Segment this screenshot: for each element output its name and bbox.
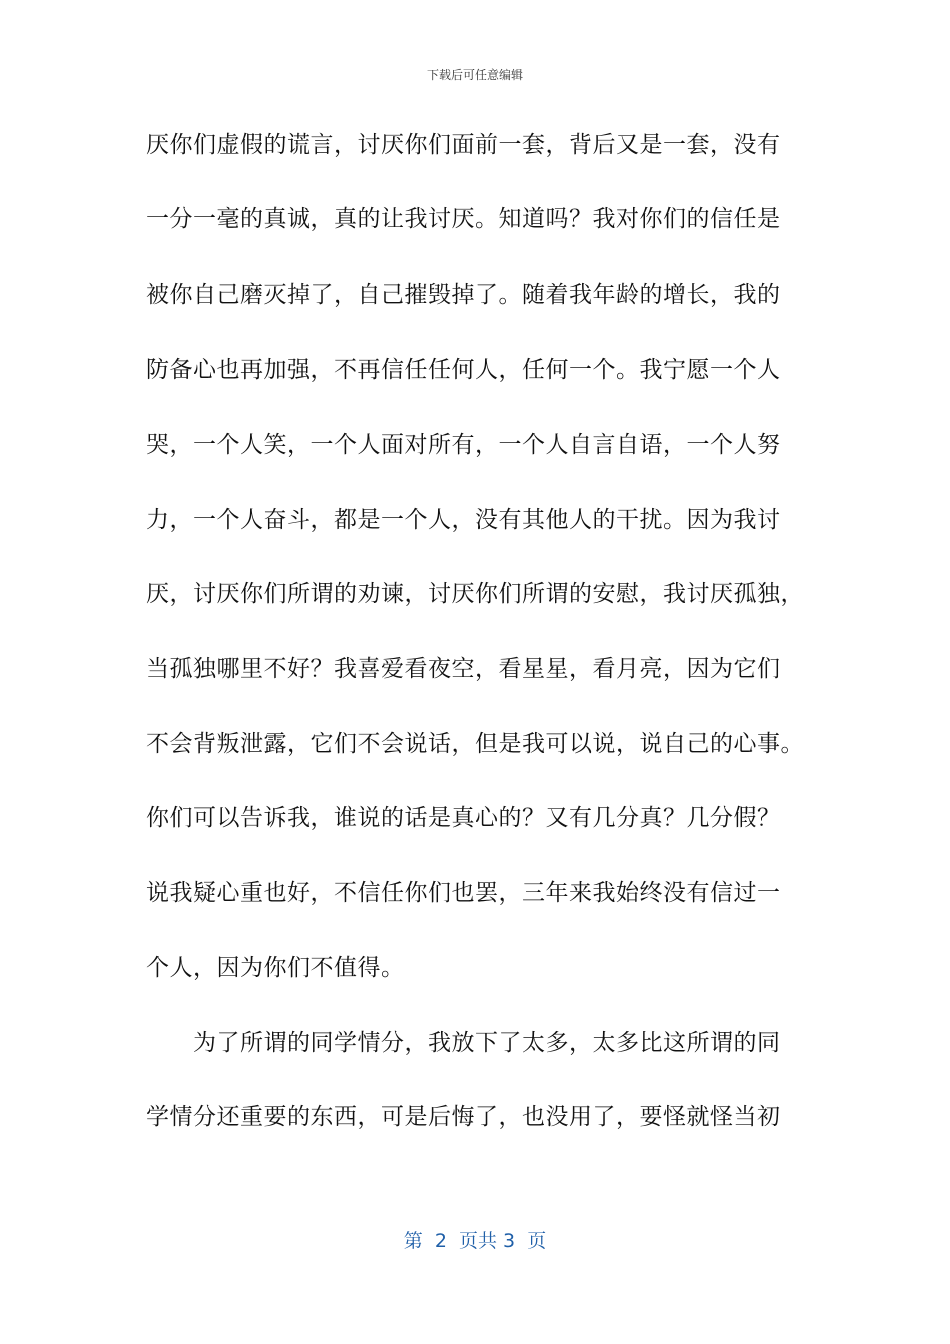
text-line: 个人，因为你们不值得。	[146, 955, 405, 981]
text-line: 一分一毫的真诚，真的让我讨厌。知道吗？我对你们的信任是	[146, 206, 781, 232]
text-line: 力，一个人奋斗，都是一个人，没有其他人的干扰。因为我讨	[146, 507, 781, 533]
page-header: 下载后可任意编辑	[426, 68, 523, 82]
text-line: 哭，一个人笑，一个人面对所有，一个人自言自语，一个人努	[146, 432, 781, 458]
text-line: 厌，讨厌你们所谓的劝谏，讨厌你们所谓的安慰，我讨厌孤独，	[146, 581, 804, 607]
text-line: 当孤独哪里不好？我喜爱看夜空，看星星，看月亮，因为它们	[146, 656, 781, 682]
text-line: 为了所谓的同学情分，我放下了太多，太多比这所谓的同	[146, 1030, 781, 1056]
text-line: 你们可以告诉我，谁说的话是真心的？又有几分真？几分假？	[146, 805, 781, 831]
text-line: 防备心也再加强，不再信任任何人，任何一个。我宁愿一个人	[146, 357, 781, 383]
page-number-footer: 第 2 页共 3 页	[403, 1230, 547, 1252]
text-line: 学情分还重要的东西，可是后悔了，也没用了，要怪就怪当初	[146, 1104, 781, 1130]
text-line: 被你自己磨灭掉了，自己摧毁掉了。随着我年龄的增长，我的	[146, 282, 781, 308]
text-line: 厌你们虚假的谎言，讨厌你们面前一套，背后又是一套，没有	[146, 132, 781, 158]
text-line: 不会背叛泄露，它们不会说话，但是我可以说，说自己的心事。	[146, 731, 804, 757]
text-line: 说我疑心重也好，不信任你们也罢，三年来我始终没有信过一	[146, 880, 781, 906]
